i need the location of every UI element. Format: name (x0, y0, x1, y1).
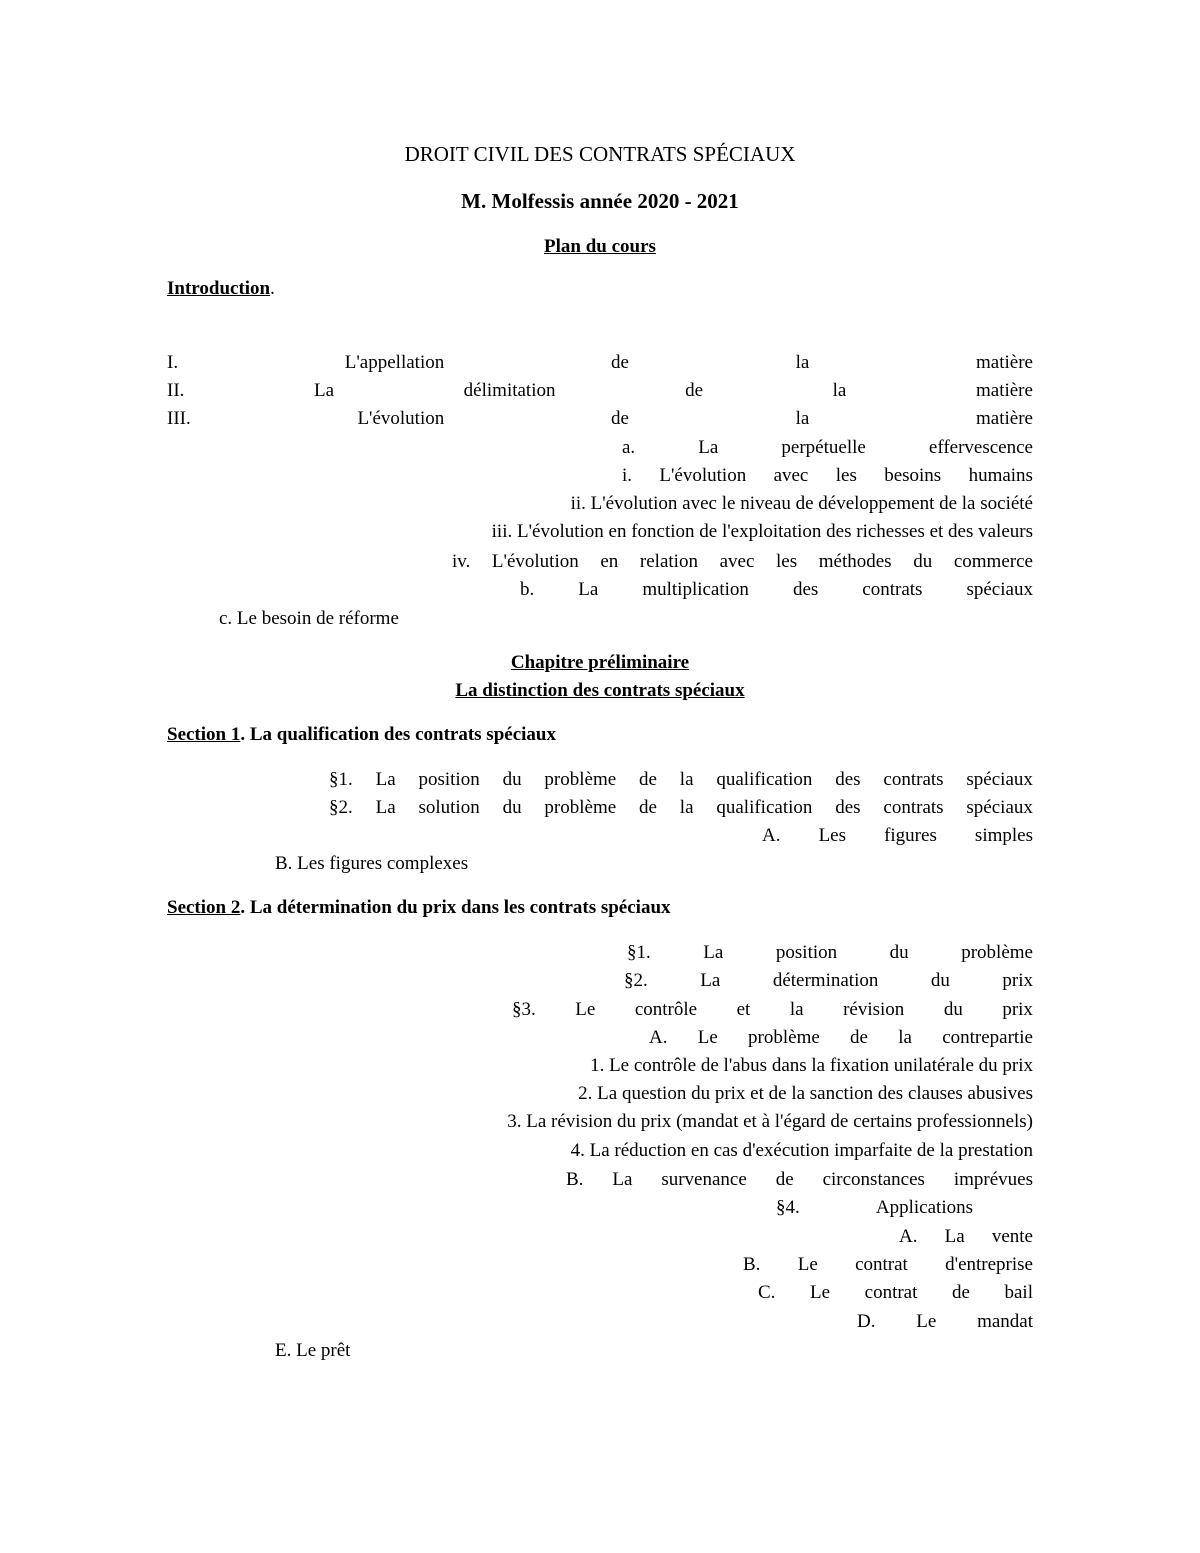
chapter-subtitle: La distinction des contrats spéciaux (455, 680, 745, 701)
intro-sub-a-ii: ii. L'évolution avec le niveau de développement de la société (570, 493, 1033, 514)
document-subtitle: M. Molfessis année 2020 - 2021 (461, 189, 739, 213)
intro-item-3: III. L'évolution de la matière (167, 408, 1033, 429)
section-2-item-a-4: 4. La réduction en cas d'exécution imparfaite de la prestation (570, 1140, 1033, 1161)
section-1-para-1: §1. La position du problème de la qualification des contrats spéciaux (329, 769, 1033, 790)
section-2-para-3-item-a: A. Le problème de la contrepartie (649, 1027, 1033, 1048)
section-1-item-b: B. Les figures complexes (275, 853, 469, 874)
document-title: DROIT CIVIL DES CONTRATS SPÉCIAUX (404, 142, 796, 166)
chapter-title: Chapitre préliminaire (510, 652, 690, 673)
section-2-para-4-item-d: D. Le mandat (857, 1311, 1033, 1332)
intro-item-1: I. L'appellation de la matière (167, 352, 1033, 373)
section-2-para-4: §4. Applications (776, 1197, 973, 1218)
introduction-heading: Introduction. (167, 278, 275, 299)
section-2-item-a-1: 1. Le contrôle de l'abus dans la fixation unilatérale du prix (590, 1055, 1033, 1076)
section-2-para-4-item-a: A. La vente (899, 1226, 1033, 1247)
section-2-heading: Section 2. La détermination du prix dans les contrats spéciaux (167, 897, 671, 918)
intro-item-2: II. La délimitation de la matière (167, 380, 1033, 401)
intro-sub-a-iii: iii. L'évolution en fonction de l'exploitation des richesses et des valeurs (491, 521, 1033, 542)
intro-sub-a: a. La perpétuelle effervescence (622, 437, 1033, 458)
section-2-para-3-item-b: B. La survenance de circonstances imprévues (566, 1169, 1033, 1190)
section-2-para-4-item-c: C. Le contrat de bail (758, 1282, 1033, 1303)
section-2-para-2: §2. La détermination du prix (624, 970, 1033, 991)
plan-heading: Plan du cours (544, 236, 656, 257)
intro-sub-b: b. La multiplication des contrats spéciaux (520, 579, 1033, 600)
intro-sub-a-iv: iv. L'évolution en relation avec les méthodes du commerce (452, 551, 1033, 572)
section-1-item-a: A. Les figures simples (762, 825, 1033, 846)
section-1-para-2: §2. La solution du problème de la qualification des contrats spéciaux (329, 797, 1033, 818)
section-2-item-a-3: 3. La révision du prix (mandat et à l'égard de certains professionnels) (507, 1111, 1033, 1132)
section-2-para-3: §3. Le contrôle et la révision du prix (512, 999, 1033, 1020)
section-1-heading: Section 1. La qualification des contrats spéciaux (167, 724, 556, 745)
section-2-item-a-2: 2. La question du prix et de la sanction des clauses abusives (578, 1083, 1033, 1104)
section-2-para-4-item-e: E. Le prêt (275, 1340, 351, 1361)
section-2-para-4-item-b: B. Le contrat d'entreprise (743, 1254, 1033, 1275)
intro-sub-c: c. Le besoin de réforme (219, 608, 399, 629)
intro-sub-a-i: i. L'évolution avec les besoins humains (622, 465, 1033, 486)
section-2-para-1: §1. La position du problème (627, 942, 1033, 963)
